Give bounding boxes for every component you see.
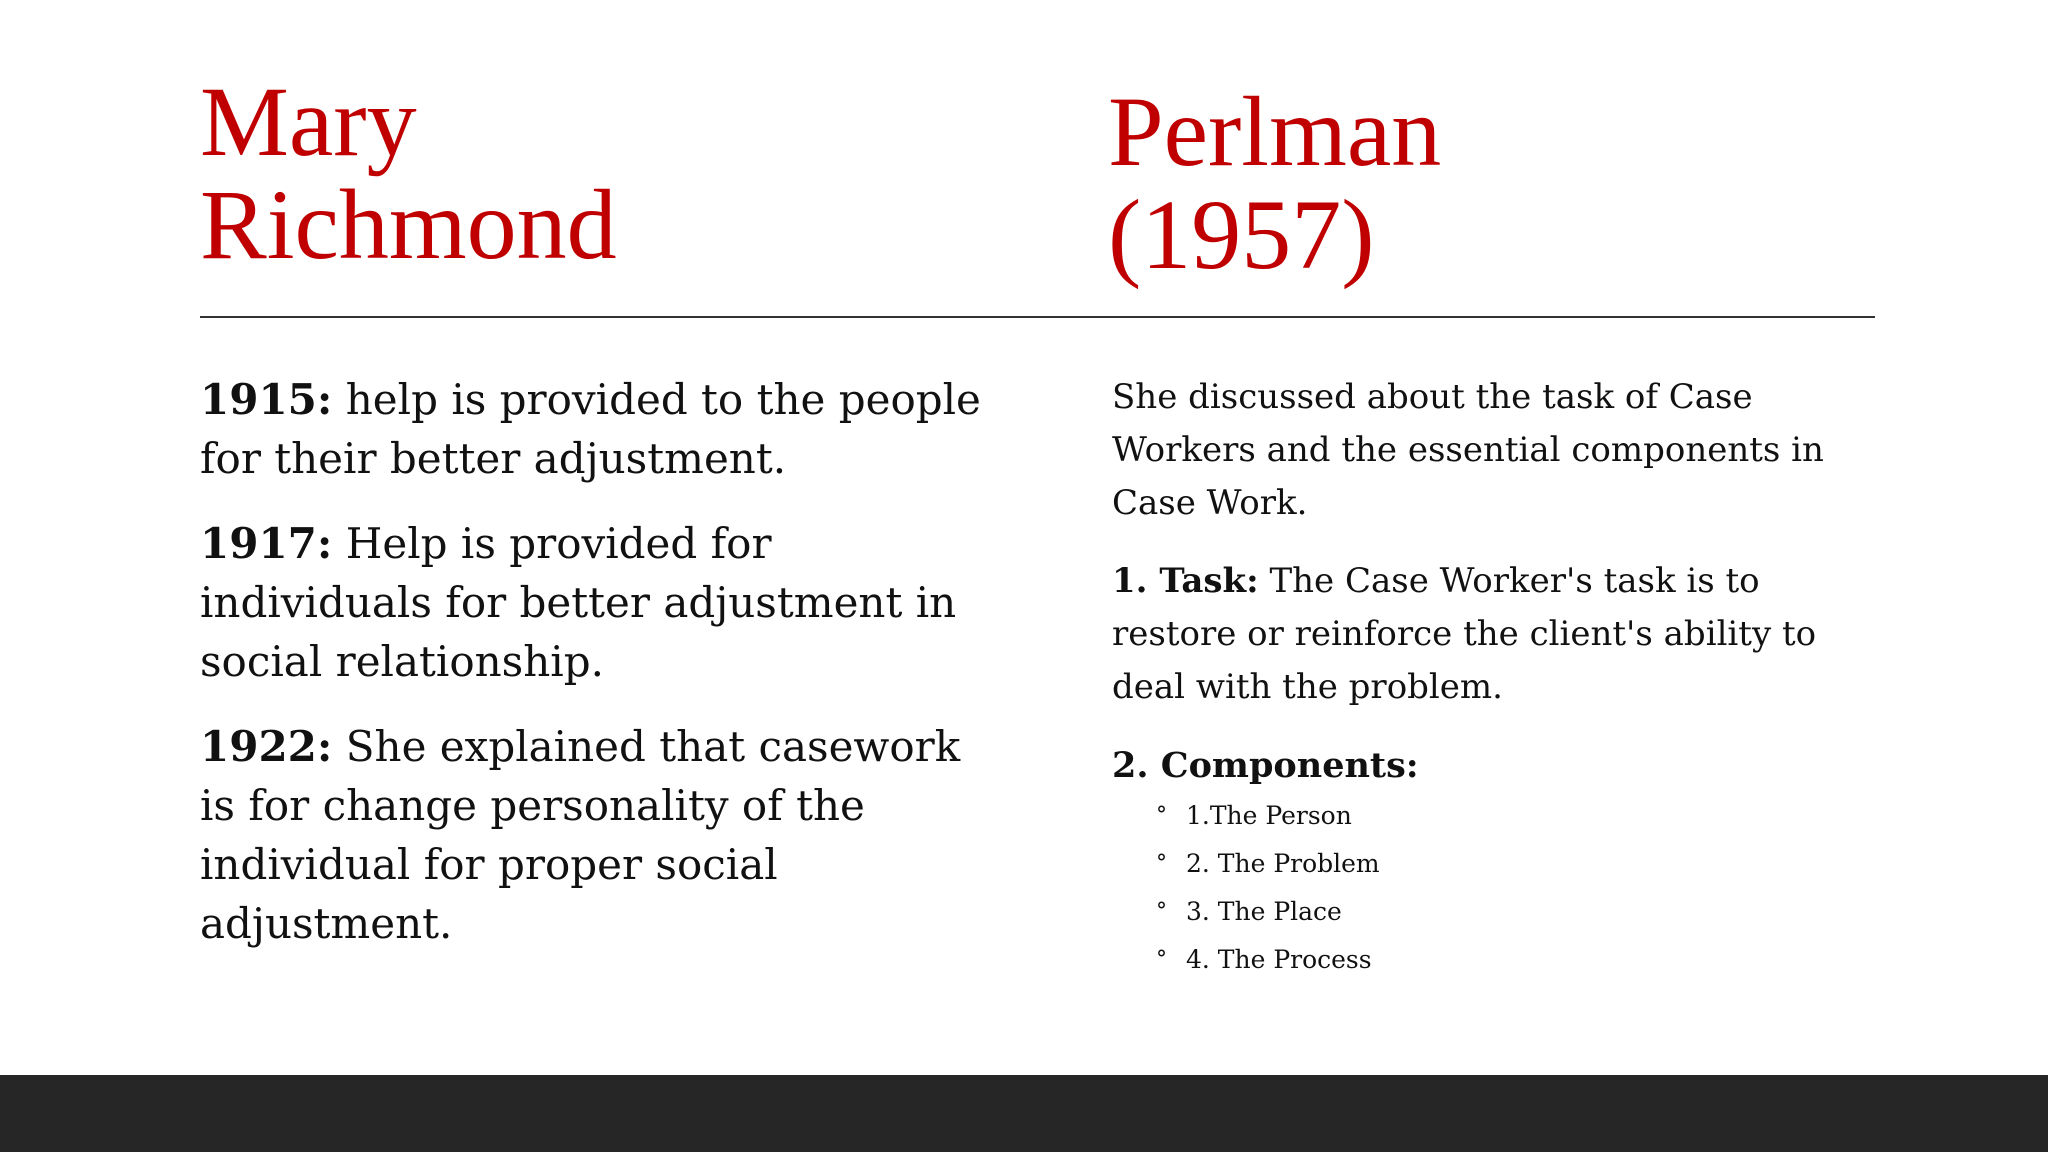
list-item bbox=[1156, 840, 1872, 888]
bullet-icon: ° bbox=[1156, 803, 1167, 828]
components-list bbox=[1112, 792, 1872, 984]
list-item bbox=[1156, 888, 1872, 936]
title-right-line2: (1957) bbox=[1108, 179, 1375, 290]
definition-1922 bbox=[200, 717, 990, 953]
definition-text: Help is provided for individuals for better adjustment in social relationship. bbox=[200, 519, 957, 686]
list-item bbox=[1156, 936, 1872, 984]
title-right-line1: Perlman bbox=[1108, 76, 1442, 187]
footer-bar bbox=[0, 1075, 2048, 1152]
richmond-definitions bbox=[200, 370, 990, 979]
definition-text: She explained that casework is for change personality of the individual for proper social adjustment. bbox=[200, 722, 961, 948]
year-label: 1915: bbox=[200, 375, 333, 424]
definition-1917 bbox=[200, 514, 990, 691]
title-left-line1: Mary bbox=[200, 66, 417, 177]
bullet-icon: ° bbox=[1156, 851, 1167, 876]
title-perlman bbox=[1108, 76, 1908, 290]
component-label: 4. The Process bbox=[1186, 945, 1372, 974]
component-label: 1.The Person bbox=[1186, 801, 1352, 830]
task-label: 1. Task: bbox=[1112, 561, 1259, 601]
component-label: 2. The Problem bbox=[1186, 849, 1380, 878]
title-mary-richmond bbox=[200, 66, 1000, 280]
title-left-line2: Richmond bbox=[200, 169, 617, 280]
year-label: 1917: bbox=[200, 519, 333, 568]
component-label: 3. The Place bbox=[1186, 897, 1342, 926]
bullet-icon: ° bbox=[1156, 899, 1167, 924]
perlman-task bbox=[1112, 555, 1872, 714]
definition-1915 bbox=[200, 370, 990, 488]
year-label: 1922: bbox=[200, 722, 333, 771]
perlman-intro: She discussed about the task of Case Workers and the essential components in Case Work. bbox=[1112, 377, 1824, 523]
perlman-content bbox=[1112, 371, 1872, 984]
definition-text: help is provided to the people for their better adjustment. bbox=[200, 375, 981, 483]
title-divider bbox=[200, 316, 1875, 318]
components-heading: 2. Components: bbox=[1112, 745, 1419, 786]
task-text: The Case Worker's task is to restore or reinforce the client's ability to deal with the problem. bbox=[1112, 561, 1817, 707]
list-item bbox=[1156, 792, 1872, 840]
bullet-icon: ° bbox=[1156, 947, 1167, 972]
